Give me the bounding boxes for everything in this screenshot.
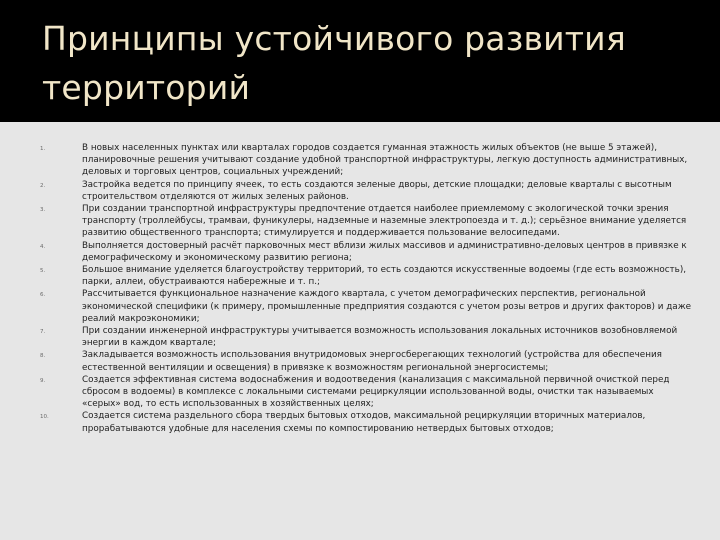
list-item-number: 4. <box>40 243 46 250</box>
list-item-text: Большое внимание уделяется благоустройству территорий, то есть создаются искусственные водоемы (где есть возможность), парки, аллеи, обустраиваются набережные и т. п.; <box>82 265 687 288</box>
principles-list <box>0 142 720 435</box>
slide-title-line-2: территорий <box>42 68 251 107</box>
list-item-number: 3. <box>40 207 46 214</box>
list-item <box>0 349 720 373</box>
list-item-text: Закладывается возможность использования внутридомовых энергосберегающих технологий (устройства для обеспечения естественной вентиляции и освещения) в привязке к возможностям региональной энергосистемы; <box>82 350 662 373</box>
list-item-number: 9. <box>40 377 46 384</box>
slide-title <box>42 14 682 112</box>
list-item-text: При создании инженерной инфраструктуры учитывается возможность использования локальных источников возобновляемой энергии в каждом квартале; <box>82 326 678 349</box>
list-item-number: 7. <box>40 329 46 336</box>
list-item-number: 8. <box>40 353 46 360</box>
list-item-text: Создается система раздельного сбора твердых бытовых отходов, максимальной рециркуляции вторичных материалов, прорабатываются удобные для населения схемы по компостированию нетвердых бытовых отходов; <box>82 411 646 434</box>
list-item-text: При создании транспортной инфраструктуры предпочтение отдается наиболее приемлемому с экологической точки зрения транспорту (троллейбусы, трамваи, фуникулеры, надземные и наземные электропоезда и т. д.); серьёзное внимание уделяется развитию общественного транспорта; стимулируется и поддерживается пользование велосипедами. <box>82 204 687 239</box>
list-item-number: 6. <box>40 292 46 299</box>
list-item-number: 2. <box>40 182 46 189</box>
list-item <box>0 240 720 264</box>
list-item <box>0 142 720 179</box>
list-item <box>0 203 720 240</box>
list-item-text: В новых населенных пунктах или кварталах городов создается гуманная этажность жилых объектов (не выше 5 этажей), планировочные решения учитывают создание удобной транспортной инфраструктуры, легкую доступность административных, деловых и торговых центров, социальных учреждений; <box>82 143 688 178</box>
list-item <box>0 264 720 288</box>
list-item-number: 1. <box>40 146 46 152</box>
list-item-text: Рассчитывается функциональное назначение каждого квартала, с учетом демографических перспектив, региональной экономической специфики (к примеру, промышленные предприятия создаются с учетом розы ветров и других факторов) и даже реалий макроэкономики; <box>82 289 692 324</box>
list-item-text: Застройка ведется по принципу ячеек, то есть создаются зеленые дворы, детские площадки; деловые кварталы с высотным строительством отделяются от жилых зеленых районов. <box>82 179 672 202</box>
list-item <box>0 325 720 349</box>
list-item-number: 10. <box>40 414 49 421</box>
slide-title-line-1: Принципы устойчивого развития <box>42 19 626 58</box>
list-item-text: Создается эффективная система водоснабжения и водоотведения (канализация с максимальной первичной очисткой перед сбросом в водоемы) в комплексе с локальными системами рециркуляции использованной воды, очистки так называемых «серых» вод, то есть использованных в хозяйственных целях; <box>82 374 670 410</box>
list-item-number: 5. <box>40 268 46 275</box>
list-item <box>0 288 720 325</box>
list-item <box>0 374 720 411</box>
list-item <box>0 179 720 203</box>
list-item-text: Выполняется достоверный расчёт парковочных мест вблизи жилых массивов и административно-деловых центров в привязке к демографическому и экономическому развитию региона; <box>82 240 687 263</box>
list-item <box>0 410 720 434</box>
